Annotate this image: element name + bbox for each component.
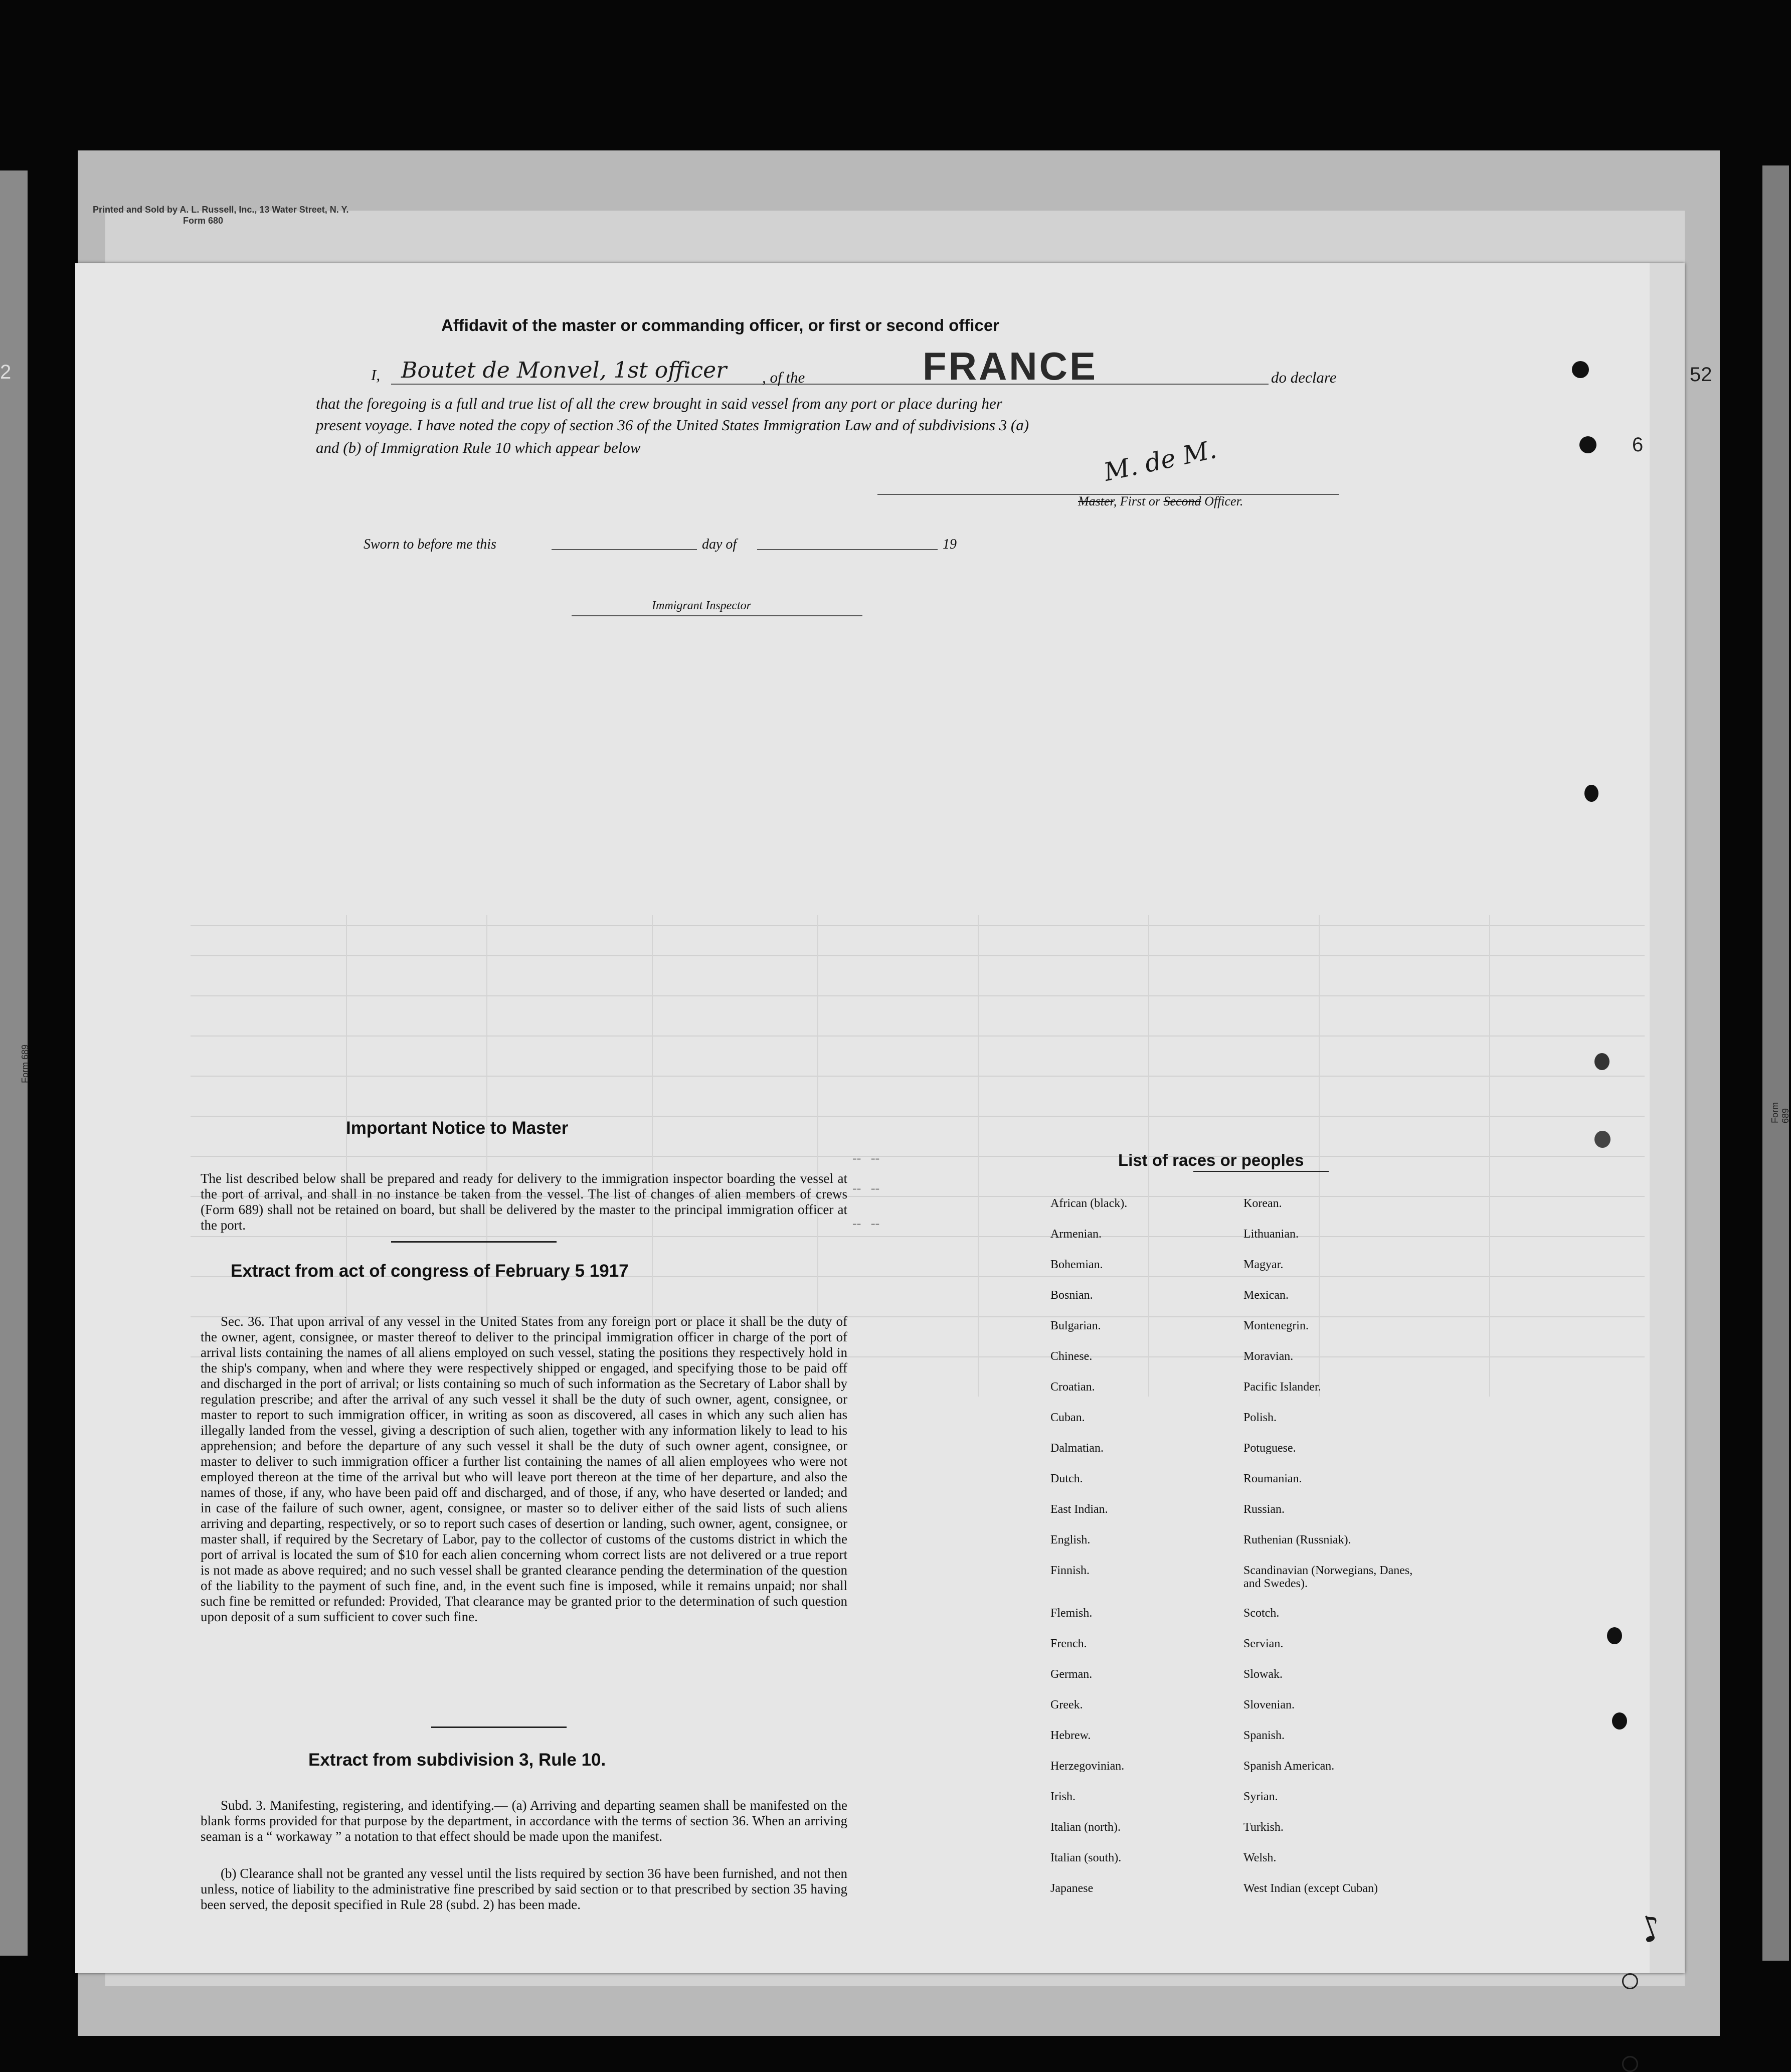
rule-title: Extract from subdivision 3, Rule 10. (308, 1750, 606, 1770)
page-number-right: 52 (1690, 364, 1712, 386)
side-marker: 6 (1632, 434, 1644, 456)
race-item: East Indian. (1050, 1503, 1108, 1516)
race-item: Dutch. (1050, 1472, 1083, 1485)
punch-hole (1572, 361, 1589, 378)
race-item: Spanish American. (1243, 1760, 1335, 1773)
race-item: Lithuanian. (1243, 1228, 1299, 1241)
races-title-underline (1193, 1171, 1329, 1172)
race-item: Croatian. (1050, 1380, 1095, 1394)
race-item: Hebrew. (1050, 1729, 1091, 1742)
race-item: Greek. (1050, 1698, 1083, 1711)
race-item: Potuguese. (1243, 1442, 1296, 1455)
race-item: Spanish. (1243, 1729, 1285, 1742)
show-through-manifest (75, 263, 1685, 1116)
race-item: French. (1050, 1637, 1087, 1650)
race-item: Servian. (1243, 1637, 1284, 1650)
race-item: Italian (south). (1050, 1851, 1122, 1864)
race-item: Irish. (1050, 1790, 1076, 1803)
punch-hole (1607, 1627, 1622, 1644)
race-item: African (black). (1050, 1197, 1128, 1210)
races-right-column (1243, 1197, 1524, 1913)
race-item: English. (1050, 1533, 1091, 1546)
race-item: West Indian (except Cuban) (1243, 1882, 1378, 1895)
race-item: German. (1050, 1668, 1093, 1681)
punch-hole (1584, 785, 1598, 802)
corner-handwritten-mark: ♪ (1633, 1905, 1669, 1952)
inspector-label: Immigrant Inspector (652, 599, 751, 612)
races-title: List of races or peoples (1118, 1151, 1304, 1169)
declarant-name-line (391, 358, 892, 385)
inspector-signature-line (572, 614, 862, 616)
sworn-label: Sworn to before me this (364, 537, 496, 552)
race-item: Flemish. (1050, 1607, 1093, 1620)
race-item: Scandinavian (Norwegians, Danes, and Swedes). (1243, 1564, 1413, 1590)
punch-hole (1612, 1712, 1627, 1730)
declarant-name: Boutet de Monvel, 1st officer (401, 358, 727, 383)
race-item: Slovenian. (1243, 1698, 1295, 1711)
act-text: Sec. 36. That upon arrival of any vessel in the United States from any foreign port or place it shall be the duty of the owner, agent, consignee, or master thereof to deliver to the principal immigration officer in charge of the port of arrival lists containing the names of all aliens employed on such vessel, stating the positions they respectively hold in the ship's company, when and where they were respectively shipped or engaged, and specifying those to be paid off and discharged in the port of arrival; or lists containing so much of such information as the Secretary of Labor shall by regulation prescribe; and after the arrival of any such vessel it shall be the duty of such owner, agent, consignee, or master to report to such immigration officer, in writing as soon as discovered, all cases in which any such alien has illegally landed from the vessel, giving a description of such alien, together with any information likely to lead to his apprehension; and before the departure of any such vessel it shall be the duty of such owner agent, consignee, or master to deliver to such immigration officer a further list containing the names of all alien employees who were not employed thereon at the time of the arrival but who will leave port thereon at the time of her departure, and also the names of those, if any, who have been paid off and discharged, and of those, if any, who have deserted or landed; and in case of the failure of such owner, agent, consignee, or master so to deliver either of the said lists of such aliens arriving and departing, respectively, or so to report such cases of desertion or landing, such owner, agent, consignee, or master shall, if required by the Secretary of Labor, pay to the collector of customs of the customs district in which the port of arrival is located the sum of $10 for each alien concerning whom correct lists are not delivered or a true report is not made as above required; and no such vessel shall be granted clearance pending the determination of the question of the liability to the payment of such fine, and, in the event such fine is imposed, while it remains unpaid; nor shall such fine be remitted or refunded: Provided, That clearance may be granted prior to the determination of such question upon deposit of a sum sufficient to cover such fine. (201, 1314, 847, 1624)
race-item: Slowak. (1243, 1668, 1283, 1681)
sworn-day-line (552, 548, 697, 550)
affidavit-page (75, 263, 1712, 1973)
of-the-label: , of the (762, 369, 805, 386)
race-item: Bulgarian. (1050, 1319, 1101, 1332)
adjacent-page-right (1762, 165, 1789, 1961)
race-item: Ruthenian (Russniak). (1243, 1533, 1351, 1546)
punch-hole-ring (1622, 1973, 1638, 1989)
race-item: Magyar. (1243, 1258, 1284, 1271)
race-item: Montenegrin. (1243, 1319, 1309, 1332)
race-item: Bosnian. (1050, 1289, 1093, 1302)
rule-text-b: (b) Clearance shall not be granted any vessel until the lists required by section 36 have been furnished, and not then unless, notice of liability to the administrative fine prescribed by said section or to that prescribed by section 35 having been served, the deposit specified in Rule 28 (subd. 2) has been made. (201, 1866, 847, 1912)
race-item: Mexican. (1243, 1289, 1289, 1302)
race-item: Chinese. (1050, 1350, 1093, 1363)
margin-form-label-right: Form 689 (1770, 1102, 1790, 1123)
race-item: Moravian. (1243, 1350, 1294, 1363)
day-of-label: day of (702, 537, 737, 552)
notice-title: Important Notice to Master (346, 1118, 569, 1138)
race-item: Roumanian. (1243, 1472, 1302, 1485)
race-item: Herzegovinian. (1050, 1760, 1125, 1773)
notice-divider (391, 1241, 557, 1243)
affidavit-line-1: that the foregoing is a full and true list of all the crew brought in said vessel from any port or place during her (316, 395, 1002, 412)
year-label: 19 (943, 537, 957, 552)
officer-second-struck: Second (1163, 494, 1201, 508)
officer-master-struck: Master (1078, 494, 1114, 508)
printer-imprint: Printed and Sold by A. L. Russell, Inc., 13 Water Street, N. Y. (93, 205, 349, 215)
race-item: Welsh. (1243, 1851, 1277, 1864)
punch-hole (1594, 1053, 1609, 1070)
dash-mark: -- -- (852, 1181, 880, 1195)
race-item: Cuban. (1050, 1411, 1085, 1424)
form-number: Form 680 (183, 216, 224, 226)
do-declare: do declare (1271, 369, 1337, 386)
race-item: Syrian. (1243, 1790, 1278, 1803)
race-item: Bohemian. (1050, 1258, 1103, 1271)
race-item: Finnish. (1050, 1564, 1090, 1577)
race-item: Pacific Islander. (1243, 1380, 1321, 1394)
affidavit-line-3: and (b) of Immigration Rule 10 which appear below (316, 439, 641, 456)
act-title: Extract from act of congress of February 5 1917 (231, 1261, 629, 1281)
notice-text: The list described below shall be prepared and ready for delivery to the immigration inspector boarding the vessel at the port of arrival, and shall in no instance be taken from the vessel. The list of changes of alien members of crews (Form 689) shall not be retained on board, but shall be delivered by the master to the principal immigration officer at the port. (201, 1171, 847, 1233)
race-item: Turkish. (1243, 1821, 1284, 1834)
margin-form-label-left: Form 689 (20, 1044, 30, 1083)
race-item: Russian. (1243, 1503, 1285, 1516)
officer-first: , First or (1113, 494, 1160, 508)
punch-hole-ring (1622, 2056, 1638, 2072)
sworn-month-line (757, 548, 938, 550)
race-item: Armenian. (1050, 1228, 1102, 1241)
dash-mark: -- -- (852, 1216, 880, 1231)
race-item: Italian (north). (1050, 1821, 1121, 1834)
race-item: Polish. (1243, 1411, 1277, 1424)
dash-mark: -- -- (852, 1151, 880, 1165)
affidavit-title: Affidavit of the master or commanding officer, or first or second officer (441, 316, 1000, 334)
race-item: Korean. (1243, 1197, 1282, 1210)
i-label: I, (371, 366, 381, 384)
race-item: Scotch. (1243, 1607, 1280, 1620)
punch-hole (1594, 1131, 1610, 1148)
page-number-left: 2 (0, 361, 12, 383)
race-item: Japanese (1050, 1882, 1094, 1895)
rule-text-a: Subd. 3. Manifesting, registering, and identifying.— (a) Arriving and departing seamen shall be manifested on the blank forms provided for that purpose by the department, in accordance with the terms of section 36. When an arriving seaman is a “ workaway ” a notation to that effect should be made upon the manifest. (201, 1798, 847, 1844)
vessel-name-stamp: FRANCE (923, 344, 1098, 388)
act-divider (431, 1726, 567, 1728)
officer-title-line (1078, 494, 1243, 509)
officer-label: Officer. (1204, 494, 1243, 508)
punch-hole (1579, 436, 1596, 453)
officer-signature: M. de M. (1101, 434, 1219, 487)
race-item: Dalmatian. (1050, 1442, 1104, 1455)
page-right-margin (1650, 263, 1685, 1973)
affidavit-line-2: present voyage. I have noted the copy of section 36 of the United States Immigration Law and of subdivisions 3 (a) (316, 416, 1029, 434)
